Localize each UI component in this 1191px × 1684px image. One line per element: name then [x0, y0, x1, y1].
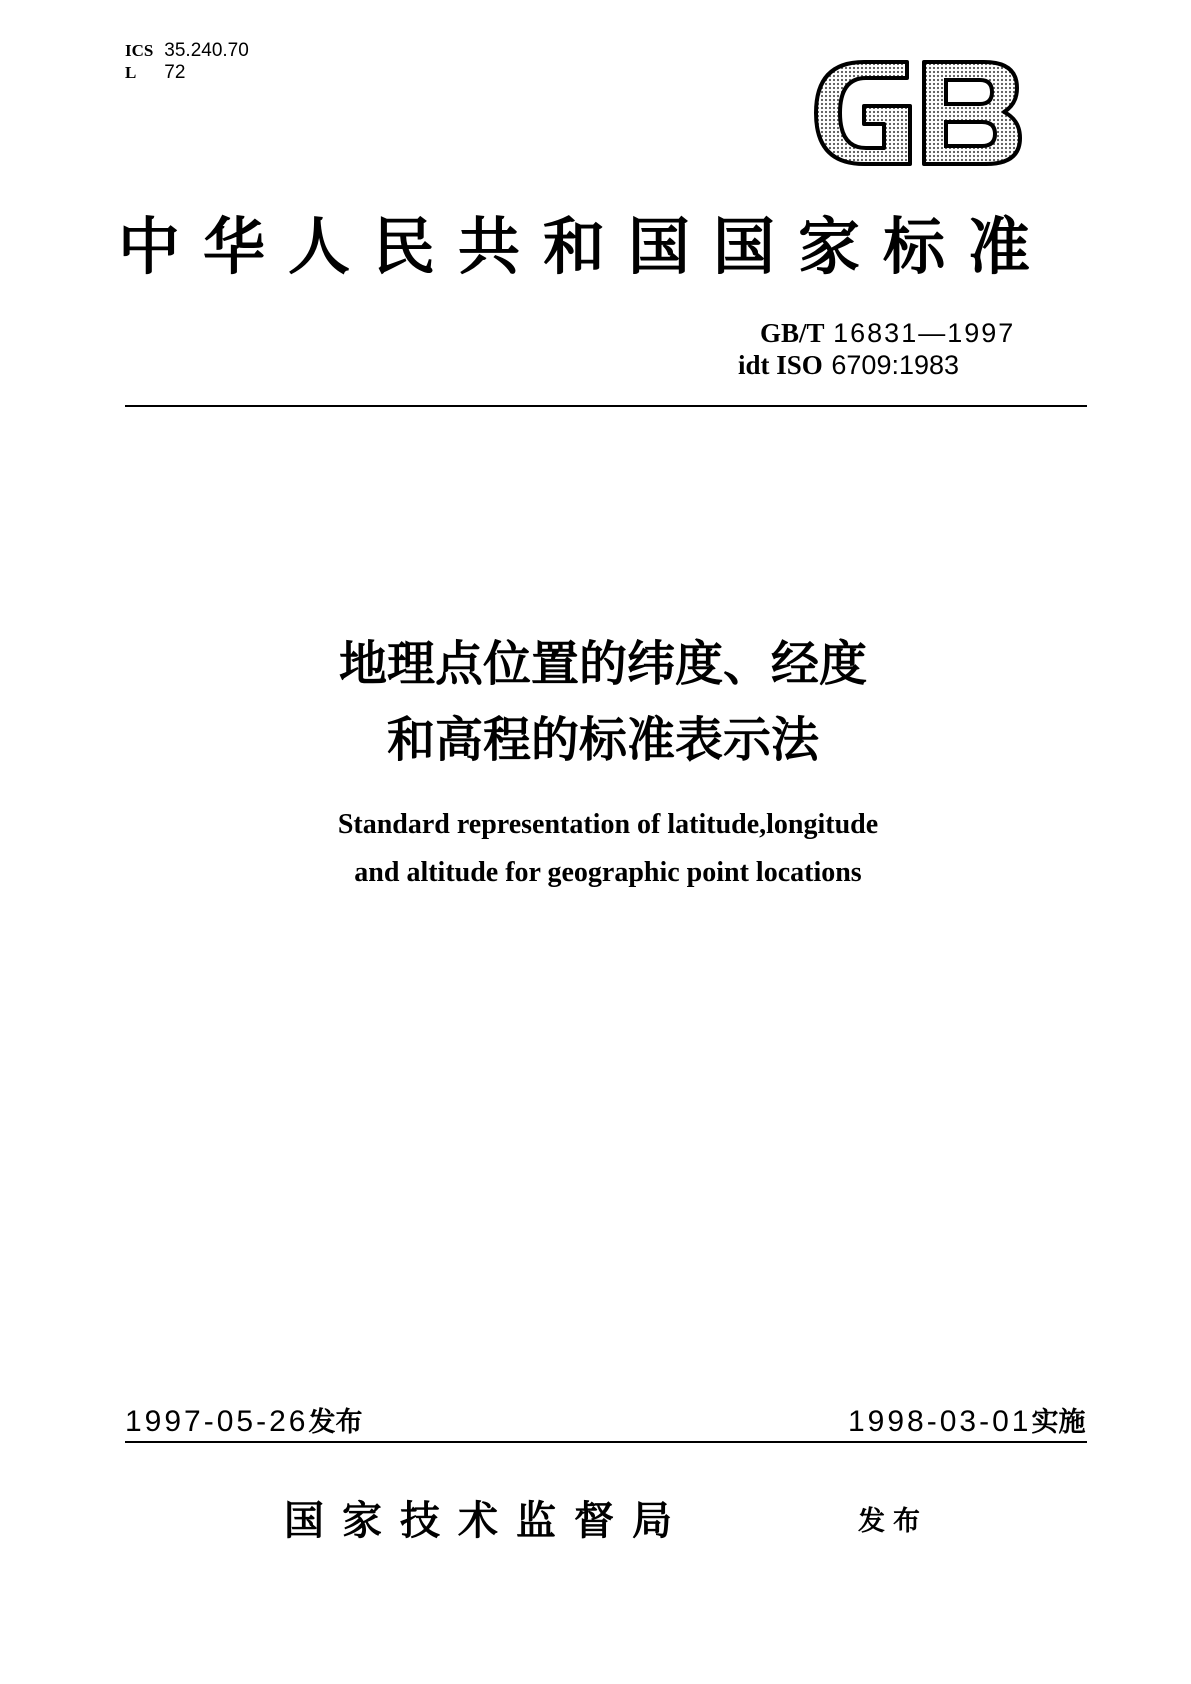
- idt-prefix: idt ISO: [738, 350, 823, 380]
- issuing-action: 发布: [858, 1506, 928, 1537]
- organization-title: 中华人民共和国国家标准: [118, 210, 1054, 283]
- implementation-date-label: 实施: [1031, 1407, 1086, 1438]
- standard-number: [760, 318, 1015, 349]
- bottom-divider: [125, 1441, 1087, 1443]
- title-zh-line-2: 和高程的标准表示法: [386, 712, 819, 768]
- issue-date-label: 发布: [308, 1407, 363, 1438]
- idt-value: 6709:1983: [831, 350, 960, 380]
- issue-date-value: 1997-05-26: [125, 1405, 309, 1438]
- top-divider: [125, 405, 1087, 407]
- title-zh-line-1: 地理点位置的纬度、经度: [338, 636, 867, 692]
- implementation-date: [848, 1405, 1085, 1440]
- implementation-date-value: 1998-03-01: [848, 1405, 1032, 1438]
- ics-line: [125, 40, 249, 62]
- gb-logo-text: GB: [918, 118, 920, 119]
- idt-reference: [738, 350, 959, 381]
- class-value: 72: [164, 62, 186, 83]
- ics-value: 35.240.70: [164, 40, 249, 61]
- ics-classification: [125, 40, 249, 84]
- title-en-line-2: and altitude for geographic point locations: [354, 857, 862, 888]
- issuing-authority: 国家技术监督局: [284, 1497, 690, 1544]
- standard-number-prefix: GB/T: [760, 318, 825, 348]
- class-line: [125, 62, 249, 84]
- class-label: L: [125, 63, 137, 82]
- gb-logo: [812, 58, 1024, 168]
- standard-number-value: 16831—1997: [833, 318, 1016, 348]
- issue-date: [125, 1405, 362, 1440]
- ics-label: ICS: [125, 41, 154, 60]
- title-en-line-1: Standard representation of latitude,longitude: [337, 809, 879, 840]
